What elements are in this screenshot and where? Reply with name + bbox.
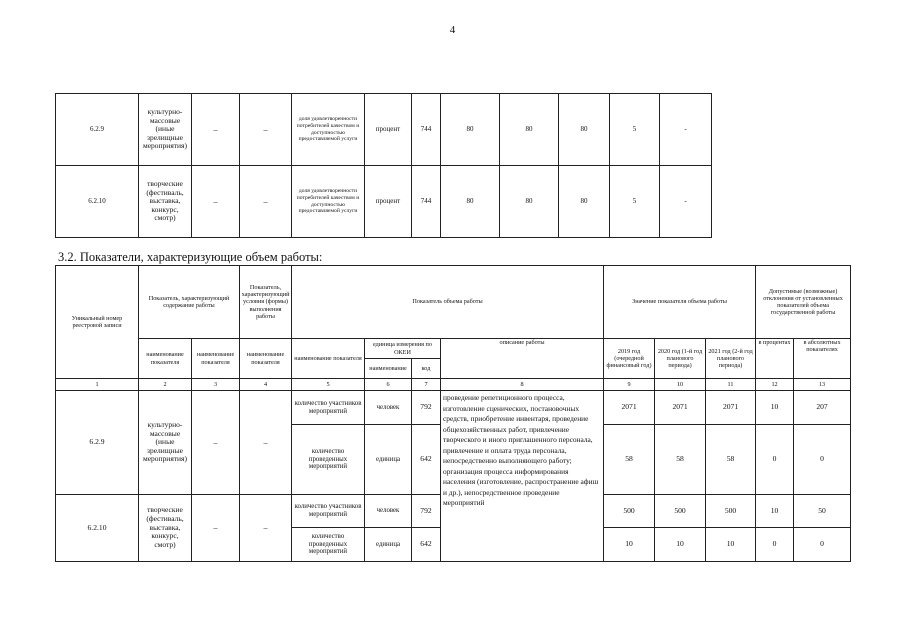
value-2019: 500 xyxy=(604,495,655,528)
column-number: 12 xyxy=(756,379,794,391)
deviation-absolute: 207 xyxy=(794,391,851,425)
value-2019: 80 xyxy=(441,166,500,238)
value-2019: 58 xyxy=(604,425,655,495)
column-number-row xyxy=(56,379,851,391)
header-name-indicator: наименование показателя xyxy=(240,339,292,379)
dash-cell: – xyxy=(240,166,292,238)
deviation-absolute: - xyxy=(660,94,712,166)
column-number: 4 xyxy=(240,379,292,391)
value-2021: 80 xyxy=(559,94,610,166)
column-number: 10 xyxy=(655,379,706,391)
value-2020: 80 xyxy=(500,94,559,166)
okei-code: 792 xyxy=(412,391,441,425)
header-value-group: Значение показателя объема работы xyxy=(604,266,756,339)
work-description: проведение репетиционного процесса, изготовление сценических, постановочных средств, приобретение инвентаря, проведение общехозяйственных работ, привлечение творческого и иного приглашенного персонала, привлечение и оплата труда персонала, непосредственно выполняющего работу; организация процесса информирования населения (изготовление, распространение афиш и др.), непосредственное проведение мероприятий xyxy=(441,391,604,562)
header-work-description: описание работы xyxy=(441,339,604,379)
header-in-percent: в процентах xyxy=(756,339,794,379)
table-row xyxy=(56,391,851,425)
header-deviation-group: Допустимые (возможные) отклонения от установленных показателей объема государственной работы xyxy=(756,266,851,339)
registry-code: 6.2.9 xyxy=(56,391,139,495)
header-volume-group: Показатель объема работы xyxy=(292,266,604,339)
unit-name: процент xyxy=(365,166,412,238)
volume-indicator-name: количество проведенных мероприятий xyxy=(292,528,365,562)
value-2021: 80 xyxy=(559,166,610,238)
value-2020: 80 xyxy=(500,166,559,238)
dash-cell: – xyxy=(192,166,240,238)
unit-name: единица xyxy=(365,425,412,495)
okei-code: 642 xyxy=(412,528,441,562)
value-2020: 10 xyxy=(655,528,706,562)
unit-name: единица xyxy=(365,528,412,562)
deviation-percent: 10 xyxy=(756,391,794,425)
okei-code: 744 xyxy=(412,166,441,238)
header-in-absolute: в абсолютных показателях xyxy=(794,339,851,379)
quality-indicator-name: доля удовлетворенности потребителей качеством и доступностью предоставляемой услуги xyxy=(292,94,365,166)
value-2020: 58 xyxy=(655,425,706,495)
column-number: 13 xyxy=(794,379,851,391)
column-number: 8 xyxy=(441,379,604,391)
value-2019: 80 xyxy=(441,94,500,166)
table-row xyxy=(56,166,712,238)
column-number: 6 xyxy=(365,379,412,391)
value-2020: 2071 xyxy=(655,391,706,425)
dash-cell: – xyxy=(240,391,292,495)
registry-code: 6.2.9 xyxy=(56,94,139,166)
unit-name: человек xyxy=(365,391,412,425)
column-number: 1 xyxy=(56,379,139,391)
volume-indicators-table xyxy=(55,265,851,562)
header-okei-name: наименование xyxy=(365,359,412,379)
volume-indicator-name: количество проведенных мероприятий xyxy=(292,425,365,495)
deviation-absolute: 0 xyxy=(794,528,851,562)
column-number: 9 xyxy=(604,379,655,391)
column-number: 2 xyxy=(139,379,192,391)
header-condition-group: Показатель, характеризующий условия (формы) выполнения работы xyxy=(240,266,292,339)
okei-code: 642 xyxy=(412,425,441,495)
content-indicator: культурно-массовые (иные зрелищные мероприятия) xyxy=(139,94,192,166)
value-2021: 2071 xyxy=(706,391,756,425)
dash-cell: – xyxy=(192,94,240,166)
value-2020: 500 xyxy=(655,495,706,528)
quality-indicators-table xyxy=(55,93,712,238)
deviation-percent: 0 xyxy=(756,528,794,562)
column-number: 11 xyxy=(706,379,756,391)
okei-code: 792 xyxy=(412,495,441,528)
deviation-absolute: 0 xyxy=(794,425,851,495)
deviation-percent: 10 xyxy=(756,495,794,528)
column-number: 5 xyxy=(292,379,365,391)
content-indicator: творческие (фестиваль, выставка, конкурс, смотр) xyxy=(139,166,192,238)
column-number: 3 xyxy=(192,379,240,391)
value-2021: 10 xyxy=(706,528,756,562)
value-2021: 58 xyxy=(706,425,756,495)
dash-cell: – xyxy=(192,391,240,495)
deviation-percent: 5 xyxy=(610,166,660,238)
header-name-indicator: наименование показателя xyxy=(139,339,192,379)
okei-code: 744 xyxy=(412,94,441,166)
value-2019: 10 xyxy=(604,528,655,562)
quality-indicator-name: доля удовлетворенности потребителей качеством и доступностью предоставляемой услуги xyxy=(292,166,365,238)
page-number: 4 xyxy=(449,24,456,36)
content-indicator: творческие (фестиваль, выставка, конкурс, смотр) xyxy=(139,495,192,562)
registry-code: 6.2.10 xyxy=(56,495,139,562)
content-indicator: культурно-массовые (иные зрелищные мероприятия) xyxy=(139,391,192,495)
header-unique-number: Уникальный номер реестровой записи xyxy=(56,266,139,379)
volume-indicator-name: количество участников мероприятий xyxy=(292,391,365,425)
header-year-2021: 2021 год (2-й год планового периода) xyxy=(706,339,756,379)
column-number: 7 xyxy=(412,379,441,391)
header-year-2020: 2020 год (1-й год планового периода) xyxy=(655,339,706,379)
section-title: 3.2. Показатели, характеризующие объем работы: xyxy=(58,250,323,264)
deviation-absolute: - xyxy=(660,166,712,238)
header-name-indicator: наименование показателя xyxy=(292,339,365,379)
header-okei-unit: единица измерения по ОКЕИ xyxy=(365,339,441,359)
header-row xyxy=(56,266,851,339)
header-year-2019: 2019 год (очередной финансовый год) xyxy=(604,339,655,379)
header-name-indicator: наименование показателя xyxy=(192,339,240,379)
header-row xyxy=(56,339,851,359)
value-2021: 500 xyxy=(706,495,756,528)
dash-cell: – xyxy=(192,495,240,562)
header-okei-code: код xyxy=(412,359,441,379)
volume-indicator-name: количество участников мероприятий xyxy=(292,495,365,528)
dash-cell: – xyxy=(240,495,292,562)
value-2019: 2071 xyxy=(604,391,655,425)
unit-name: процент xyxy=(365,94,412,166)
deviation-absolute: 50 xyxy=(794,495,851,528)
registry-code: 6.2.10 xyxy=(56,166,139,238)
unit-name: человек xyxy=(365,495,412,528)
deviation-percent: 5 xyxy=(610,94,660,166)
table-row xyxy=(56,94,712,166)
header-content-group: Показатель, характеризующий содержание работы xyxy=(139,266,240,339)
dash-cell: – xyxy=(240,94,292,166)
deviation-percent: 0 xyxy=(756,425,794,495)
